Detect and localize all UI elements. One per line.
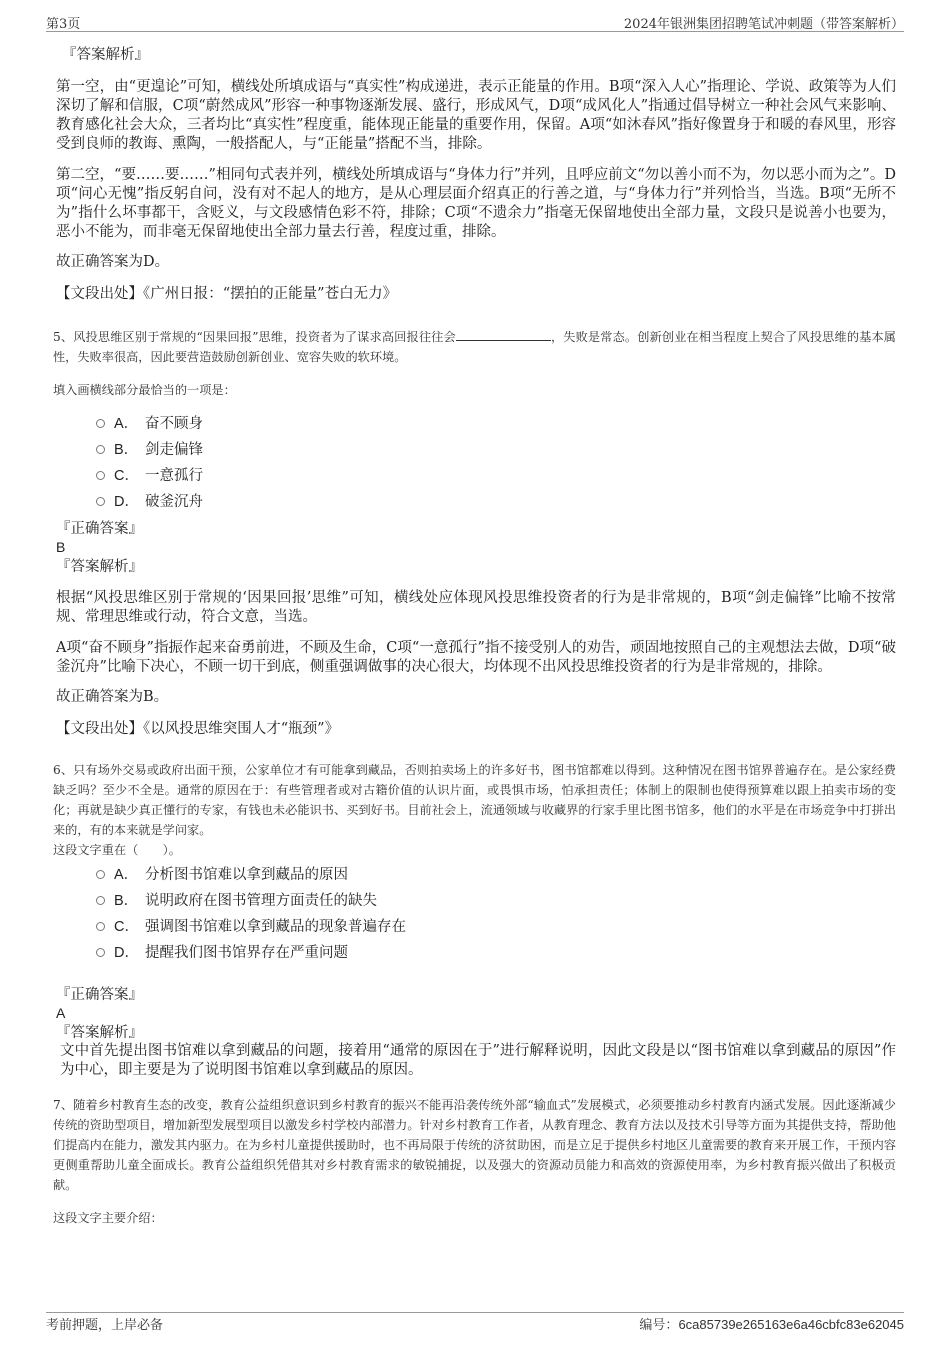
analysis-paragraph: 第一空，由“更遑论”可知，横线处所填成语与“真实性”构成递进，表示正能量的作用。B项“深入人心”指理论、学说、政策等为人们深切了解和信服，C项“蔚然成风”形容一种事物逐渐发展、盛行，形成风气，D项“成风化人”指通过倡导树立一种社会风气来影响、教育感化社会大众，三者均比“真实性”程度重，能体现正能量的重要作用，保留。A项“如沐春风”指好像置身于和暖的春风里，形容受到良师的教诲、熏陶，一般搭配人，与“正能量”搭配不当，排除。	[56, 79, 896, 152]
source-citation: 【文段出处】《以风投思维突围人才“瓶颈”》	[56, 721, 340, 737]
radio-icon[interactable]	[96, 870, 105, 879]
question-stem: 7、随着乡村教育生态的改变，教育公益组织意识到乡村教育的振兴不能再沿袭传统外部“输血式”发展模式，必须要推动乡村教育内涵式发展。因此逐渐减少传统的资助型项目，增加新型发展型项目以激发乡村学校内部潜力。针对乡村教育工作者，从教育理念、教育方法以及技术引导等方面为其提供支持，帮助他们提高内在能力，激发其内驱力。在为乡村儿童提供援助时，也不再局限于传统的济贫助困，而是立足于提供乡村地区儿童需要的教育来开展工作，干预内容更侧重帮助儿童全面成长。教育公益组织凭借其对乡村教育需求的敏锐捕捉，以及强大的资源动员能力和高效的资源使用率，为乡村教育振兴做出了积极贡献。	[53, 1098, 896, 1192]
correct-answer: B	[56, 539, 66, 555]
page-body	[53, 46, 896, 1228]
correct-answer: A	[56, 1005, 66, 1021]
option-b[interactable]: B． 说明政府在图书管理方面责任的缺失	[56, 888, 896, 914]
page-number: 第3页	[46, 17, 81, 32]
radio-icon[interactable]	[96, 445, 105, 454]
source-citation: 【文段出处】《广州日报：“摆拍的正能量”苍白无力》	[56, 286, 398, 302]
options-list	[56, 411, 896, 515]
footer-divider	[46, 1312, 904, 1313]
stem-text: 5、风投思维区别于常规的“因果回报”思维，投资者为了谋求高回报往往会	[53, 330, 456, 344]
analysis-paragraph: 根据“风投思维区别于常规的‘因果回报’思维”可知，横线处应体现风投思维投资者的行为是非常规的，B项“剑走偏锋”比喻不按常规、常理思维或行动，符合文意，当选。	[56, 590, 896, 625]
option-d[interactable]: D． 提醒我们图书馆界存在严重问题	[56, 940, 896, 966]
answer-conclusion: 故正确答案为D。	[56, 254, 170, 270]
analysis-label: 『答案解析』	[62, 47, 149, 63]
document-title: 2024年银洲集团招聘笔试冲刺题（带答案解析）	[623, 17, 904, 32]
analysis-label: 『答案解析』	[56, 1025, 143, 1041]
question-prompt: 这段文字主要介绍：	[53, 1211, 163, 1225]
option-c[interactable]: C． 一意孤行	[56, 463, 896, 489]
radio-icon[interactable]	[96, 471, 105, 480]
question-prompt: 这段文字重在（ ）。	[53, 843, 181, 857]
document-id: 编号：6ca85739e265163e6a46cbfc83e62045	[639, 1317, 904, 1333]
question-prompt: 填入画横线部分最恰当的一项是：	[53, 383, 236, 397]
stem-text: ，失败是常态。创新创业在相当程度上契合了风投思维的基本属性，失败率很高，因此要营造鼓励创新创业、宽容失败的软环境。	[53, 330, 896, 364]
analysis-paragraph: 文中首先提出图书馆难以拿到藏品的问题，接着用“通常的原因在于”进行解释说明，因此文段是以“图书馆难以拿到藏品的原因”作为中心，即主要是为了说明图书馆难以拿到藏品的原因。	[60, 1043, 896, 1078]
radio-icon[interactable]	[96, 948, 105, 957]
options-list	[56, 862, 896, 966]
question-6	[53, 760, 896, 1080]
answer-conclusion: 故正确答案为B。	[56, 689, 169, 705]
question-7	[53, 1095, 896, 1228]
footer-slogan: 考前押题，上岸必备	[46, 1318, 164, 1333]
option-c[interactable]: C． 强调图书馆难以拿到藏品的现象普遍存在	[56, 914, 896, 940]
question-stem: 6、只有场外交易或政府出面干预，公家单位才有可能拿到藏品，否则拍卖场上的许多好书，图书馆都难以得到。这种情况在图书馆界普遍存在。是公家经费缺乏吗？至少不全是。通常的原因在于：有些管理者或对古籍价值的认识片面，或畏惧市场，怕承担责任；体制上的限制也使得预算难以跟上拍卖市场的变化；再就是缺少真正懂行的专家，有钱也未必能识书、买到好书。目前社会上，流通领域与收藏界的行家手里比图书馆多，他们的水平是在市场竞争中打拼出来的，有的本来就是学问家。	[53, 763, 896, 837]
fill-blank	[456, 328, 551, 341]
analysis-label: 『答案解析』	[56, 559, 143, 575]
radio-icon[interactable]	[96, 419, 105, 428]
page-header	[0, 0, 950, 32]
radio-icon[interactable]	[96, 497, 105, 506]
q4-analysis	[56, 46, 896, 304]
option-a[interactable]: A． 奋不顾身	[56, 411, 896, 437]
option-b[interactable]: B． 剑走偏锋	[56, 437, 896, 463]
correct-answer-label: 『正确答案』	[56, 521, 143, 537]
option-a[interactable]: A． 分析图书馆难以拿到藏品的原因	[56, 862, 896, 888]
correct-answer-label: 『正确答案』	[56, 987, 143, 1003]
header-divider	[46, 31, 904, 32]
analysis-paragraph: 第二空，“要……要……”相同句式表并列，横线处所填成语与“身体力行”并列，且呼应前文“勿以善小而不为，勿以恶小而为之”。D项“问心无愧”指反躬自问，没有对不起人的地方，是从心理层面介绍真正的行善之道，与“身体力行”并列恰当，当选。B项“无所不为”指什么坏事都干，含贬义，与文段感情色彩不符，排除；C项“不遗余力”指毫无保留地使出全部力量，文段只是说善小也要为，恶小不能为，而非毫无保留地使出全部力量去行善，程度过重，排除。	[56, 167, 896, 240]
question-stem	[53, 327, 896, 367]
radio-icon[interactable]	[96, 922, 105, 931]
question-5	[53, 327, 896, 739]
option-d[interactable]: D． 破釜沉舟	[56, 489, 896, 515]
analysis-paragraph: A项“奋不顾身”指振作起来奋勇前进，不顾及生命，C项“一意孤行”指不接受别人的劝告，顽固地按照自己的主观想法去做，D项“破釜沉舟”比喻下决心，不顾一切干到底，侧重强调做事的决心很大，均体现不出风投思维投资者的行为是非常规的，排除。	[56, 640, 896, 675]
radio-icon[interactable]	[96, 896, 105, 905]
